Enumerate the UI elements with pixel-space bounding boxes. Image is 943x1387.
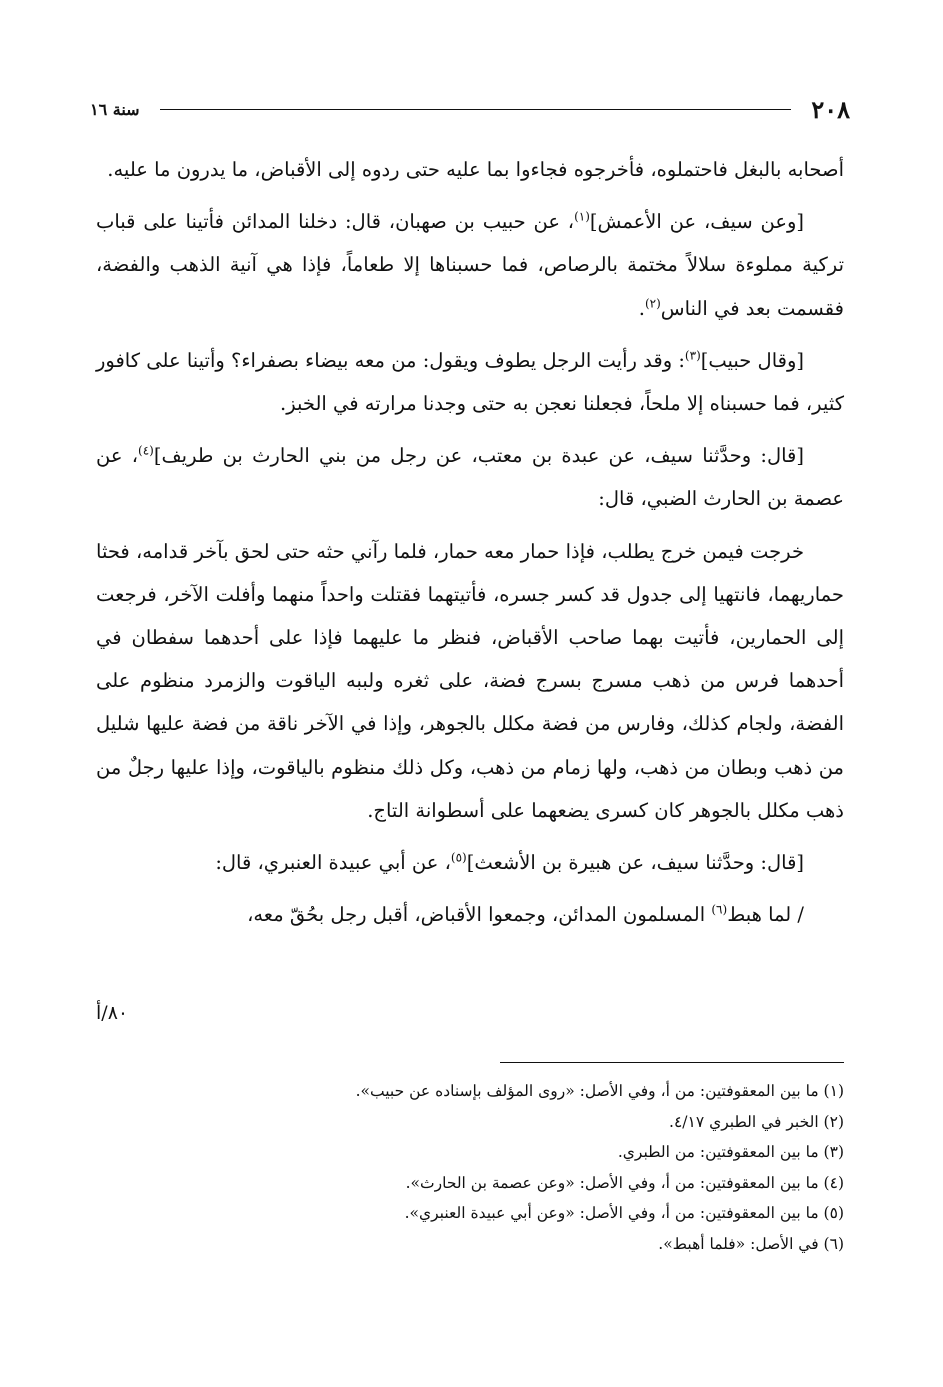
paragraph-2 <box>96 200 844 330</box>
paragraph-2-text-a: [وعن سيف، عن الأعمش] <box>589 210 805 234</box>
footnote-ref-1: (١) <box>574 209 590 224</box>
footnote-4: (٤) ما بين المعقوفتين: من أ، وفي الأصل: «وعن عصمة بن الحارث». <box>405 1173 844 1192</box>
footnote-ref-5: (٥) <box>450 850 467 865</box>
footnote-1: (١) ما بين المعقوفتين: من أ، وفي الأصل: «روى المؤلف بإسناده عن حبيب». <box>355 1082 844 1100</box>
paragraph-1 <box>96 148 844 191</box>
paragraph-6 <box>96 841 844 884</box>
footnote-2: (٢) الخبر في الطبري ٤/١٧. <box>669 1112 844 1131</box>
footnote-ref-6: (٦) <box>711 902 728 917</box>
paragraph-1-text: أصحابه بالبغل فاحتملوه، فأخرجوه فجاءوا بما عليه حتى ردوه إلى الأقباض، ما يدرون ما عليه. <box>107 158 844 181</box>
paragraph-4-text-b: ، عن عصمة بن الحارث الضبي، قال: <box>96 444 844 511</box>
footnote-separator <box>500 1062 844 1063</box>
manuscript-folio-note: ٨٠/أ <box>96 1002 129 1024</box>
paragraph-2-text-b: ، عن حبيب بن صهبان، قال: دخلنا المدائن فأتينا على قباب تركية مملوءة سلالاً مختمة بالرصاص، فما حسبناها إلا طعاماً، فإذا هي آنية الذهب والفضة، فقسمت بعد في الناس <box>96 210 844 320</box>
paragraph-3-text-a: [وقال حبيب] <box>700 348 805 372</box>
paragraph-4 <box>96 434 844 520</box>
running-head: سنة ١٦ <box>90 99 140 119</box>
header-rule <box>160 109 792 110</box>
footnote-ref-3: (٣) <box>684 348 701 363</box>
paragraph-5-text: خرجت فيمن خرج يطلب، فإذا حمار معه حمار، فلما رآني حثه حتى لحق بآخر قدامه، فحثا حماريهما، فانتهيا إلى جدول قد كسر جسره، فأتيتهما فقتلت واحداً منهما وأفلت الآخر، فرجعت إلى الحمارين، فأتيت بهما صاحب الأقباض، فنظر ما عليهما فإذا على أحدهما سفطان في أحدهما فرس من ذهب مسرج بسرج فضة، على ثغره ولببه الياقوت والزمرد منظوم على الفضة، ولجام كذلك، وفارس من فضة مكلل بالجوهر، وإذا في الآخر ناقة من فضة عليها شليل من ذهب وبطان من ذهب، ولها زمام من ذهب، وكل ذلك منظوم بالياقوت، وإذا عليها رجلٌ من ذهب مكلل بالجوهر كان كسرى يضعهما على أسطوانة التاج. <box>96 539 844 822</box>
page-number: ٢٠٨ <box>811 94 850 124</box>
footnote-5: (٥) ما بين المعقوفتين: من أ، وفي الأصل: «وعن أبي عبيدة العنبري». <box>404 1204 844 1223</box>
paragraph-7 <box>96 893 844 936</box>
footnote-6: (٦) في الأصل: «فلما أهبط». <box>658 1234 844 1253</box>
footnote-ref-4: (٤) <box>138 443 154 458</box>
paragraph-2-text-c: . <box>638 296 645 320</box>
paragraph-7-text-a: / لما هبط <box>727 903 804 927</box>
paragraph-5 <box>96 530 844 832</box>
paragraph-6-text-a: [قال: وحدَّثنا سيف، عن هبيرة بن الأشعث] <box>466 851 804 875</box>
footnote-ref-2: (٢) <box>644 296 661 311</box>
paragraph-3-text-b: : وقد رأيت الرجل يطوف ويقول: من معه بيضاء بصفراء؟ وأتينا على كافور كثير، فما حسبناه إلا ملحاً، فجعلنا نعجن به حتى وجدنا مرارته في الخبز. <box>96 348 844 416</box>
footnote-3: (٣) ما بين المعقوفتين: من الطبري. <box>617 1143 844 1162</box>
footnotes <box>96 1076 844 1260</box>
main-text <box>96 148 844 945</box>
paragraph-6-text-b: ، عن أبي عبيدة العنبري، قال: <box>215 851 451 875</box>
paragraph-7-text-b: المسلمون المدائن، وجمعوا الأقباض، أقبل رجل بحُقّ معه، <box>247 903 712 927</box>
page-header <box>90 92 850 126</box>
paragraph-4-text-a: [قال: وحدَّثنا سيف، عن عبدة بن معتب، عن رجل من بني الحارث بن طريف] <box>153 444 804 468</box>
paragraph-3 <box>96 339 844 425</box>
